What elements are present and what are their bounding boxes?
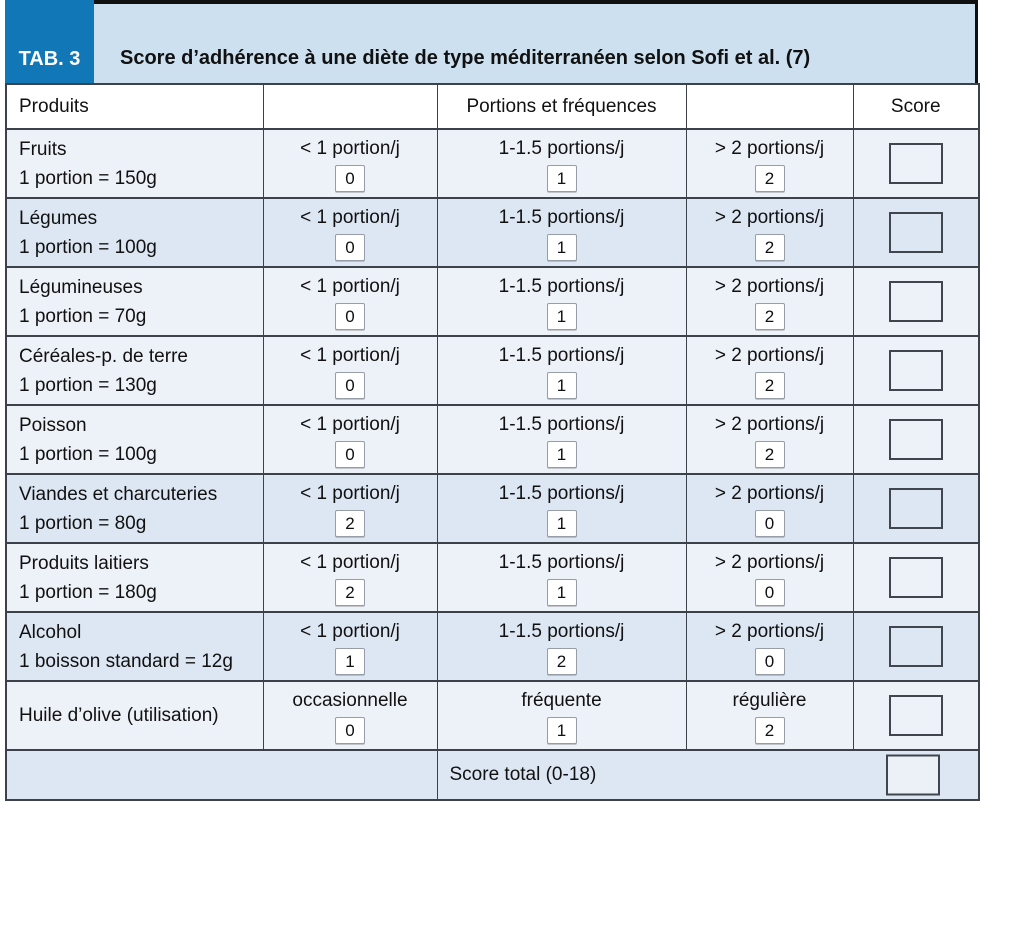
score-cell: [853, 267, 979, 336]
points-value-box: 2: [755, 234, 785, 261]
frequency-label: > 2 portions/j: [714, 344, 825, 366]
column-header-portions: Portions et fréquences: [437, 84, 686, 129]
frequency-option-cell: [686, 474, 853, 543]
frequency-label: 1-1.5 portions/j: [498, 275, 625, 297]
frequency-label: > 2 portions/j: [714, 620, 825, 642]
score-input-box: [889, 281, 943, 322]
points-value-box: 0: [335, 441, 365, 468]
frequency-option-cell: [686, 129, 853, 198]
product-portion-size: 1 portion = 70g: [19, 305, 147, 327]
points-value-box: 2: [755, 717, 785, 744]
total-score-input-box: [886, 755, 940, 796]
score-cell: [853, 129, 979, 198]
frequency-label: 1-1.5 portions/j: [498, 413, 625, 435]
product-name: Fruits: [19, 138, 67, 160]
points-value-box: 0: [755, 648, 785, 675]
frequency-option-cell: [686, 543, 853, 612]
frequency-label: occasionnelle: [292, 689, 408, 711]
frequency-label: > 2 portions/j: [714, 413, 825, 435]
frequency-label: < 1 portion/j: [300, 551, 400, 573]
frequency-label: > 2 portions/j: [714, 482, 825, 504]
product-portion-size: 1 portion = 100g: [19, 443, 157, 465]
product-cell: [6, 267, 263, 336]
frequency-option-cell: [263, 612, 437, 681]
frequency-label: < 1 portion/j: [300, 275, 400, 297]
score-cell: [853, 474, 979, 543]
table-column-header-row: [6, 84, 979, 129]
points-value-box: 0: [335, 303, 365, 330]
frequency-label: > 2 portions/j: [714, 137, 825, 159]
frequency-option-cell: [437, 681, 686, 750]
points-value-box: 0: [755, 510, 785, 537]
points-value-box: 0: [335, 234, 365, 261]
frequency-label: < 1 portion/j: [300, 413, 400, 435]
table-row: [6, 267, 979, 336]
product-portion-size: 1 portion = 180g: [19, 581, 157, 603]
table-row: [6, 474, 979, 543]
points-value-box: 0: [335, 165, 365, 192]
table-row: [6, 405, 979, 474]
frequency-label: 1-1.5 portions/j: [498, 344, 625, 366]
points-value-box: 0: [335, 372, 365, 399]
frequency-option-cell: [686, 681, 853, 750]
product-name: Céréales-p. de terre: [19, 345, 188, 367]
score-cell: [853, 336, 979, 405]
points-value-box: 1: [547, 441, 577, 468]
points-value-box: 0: [335, 717, 365, 744]
product-portion-size: 1 portion = 80g: [19, 512, 147, 534]
frequency-label: > 2 portions/j: [714, 551, 825, 573]
band-right-border: [975, 0, 978, 83]
product-portion-size: 1 portion = 150g: [19, 167, 157, 189]
points-value-box: 2: [755, 441, 785, 468]
product-cell: [6, 405, 263, 474]
frequency-label: 1-1.5 portions/j: [498, 551, 625, 573]
frequency-label: 1-1.5 portions/j: [498, 137, 625, 159]
column-header-empty: [263, 84, 437, 129]
table-number-tab: TAB. 3: [5, 0, 94, 83]
score-input-box: [889, 626, 943, 667]
score-input-box: [889, 212, 943, 253]
table-row: [6, 336, 979, 405]
column-header-score: Score: [853, 84, 979, 129]
product-name: Légumineuses: [19, 276, 143, 298]
score-input-box: [889, 350, 943, 391]
score-input-box: [889, 695, 943, 736]
frequency-option-cell: [437, 474, 686, 543]
table-row: [6, 681, 979, 750]
frequency-label: 1-1.5 portions/j: [498, 620, 625, 642]
points-value-box: 2: [755, 303, 785, 330]
table-row: [6, 198, 979, 267]
frequency-label: < 1 portion/j: [300, 482, 400, 504]
column-header-products: Produits: [6, 84, 263, 129]
score-cell: [853, 543, 979, 612]
product-portion-size: 1 portion = 130g: [19, 374, 157, 396]
points-value-box: 2: [335, 510, 365, 537]
product-cell: [6, 543, 263, 612]
table-row: [6, 129, 979, 198]
frequency-option-cell: [686, 612, 853, 681]
product-cell: [6, 198, 263, 267]
points-value-box: 2: [755, 372, 785, 399]
product-name: Huile d’olive (utilisation): [19, 705, 219, 726]
frequency-label: > 2 portions/j: [714, 275, 825, 297]
frequency-option-cell: [686, 267, 853, 336]
score-total-row: [6, 750, 979, 800]
product-name: Viandes et charcuteries: [19, 483, 218, 505]
frequency-label: < 1 portion/j: [300, 137, 400, 159]
frequency-label: > 2 portions/j: [714, 206, 825, 228]
frequency-option-cell: [263, 129, 437, 198]
points-value-box: 1: [547, 165, 577, 192]
product-name: Poisson: [19, 414, 87, 436]
product-name: Légumes: [19, 207, 98, 229]
frequency-option-cell: [263, 198, 437, 267]
top-rule-line: [94, 0, 978, 4]
score-input-box: [889, 488, 943, 529]
frequency-option-cell: [263, 267, 437, 336]
frequency-label: 1-1.5 portions/j: [498, 206, 625, 228]
product-name: Alcohol: [19, 621, 82, 643]
frequency-option-cell: [437, 336, 686, 405]
frequency-label: régulière: [732, 689, 807, 711]
product-cell: [6, 474, 263, 543]
product-cell: [6, 612, 263, 681]
frequency-label: < 1 portion/j: [300, 344, 400, 366]
product-cell: [6, 681, 263, 750]
product-name: Produits laitiers: [19, 552, 149, 574]
points-value-box: 1: [547, 510, 577, 537]
points-value-box: 1: [547, 234, 577, 261]
total-row-empty-cell: [6, 750, 437, 800]
frequency-option-cell: [263, 543, 437, 612]
frequency-option-cell: [437, 405, 686, 474]
points-value-box: 1: [335, 648, 365, 675]
frequency-option-cell: [263, 681, 437, 750]
score-cell: [853, 198, 979, 267]
points-value-box: 1: [547, 303, 577, 330]
frequency-option-cell: [263, 405, 437, 474]
score-input-box: [889, 419, 943, 460]
frequency-option-cell: [263, 474, 437, 543]
score-input-box: [889, 557, 943, 598]
frequency-option-cell: [686, 336, 853, 405]
frequency-label: < 1 portion/j: [300, 206, 400, 228]
frequency-option-cell: [437, 267, 686, 336]
frequency-option-cell: [686, 405, 853, 474]
product-portion-size: 1 boisson standard = 12g: [19, 650, 233, 672]
product-cell: [6, 336, 263, 405]
frequency-option-cell: [437, 543, 686, 612]
points-value-box: 1: [547, 717, 577, 744]
frequency-option-cell: [437, 129, 686, 198]
frequency-option-cell: [437, 198, 686, 267]
frequency-label: fréquente: [521, 689, 602, 711]
frequency-option-cell: [686, 198, 853, 267]
frequency-option-cell: [263, 336, 437, 405]
adherence-score-table: [5, 83, 980, 801]
score-total-label: Score total (0-18): [449, 764, 597, 785]
points-value-box: 2: [335, 579, 365, 606]
points-value-box: 0: [755, 579, 785, 606]
column-header-empty: [686, 84, 853, 129]
table-title: Score d’adhérence à une diète de type méditerranéen selon Sofi et al. (7): [120, 47, 811, 69]
points-value-box: 1: [547, 372, 577, 399]
score-input-box: [889, 143, 943, 184]
points-value-box: 2: [547, 648, 577, 675]
points-value-box: 1: [547, 579, 577, 606]
table-header-band: [5, 0, 978, 83]
total-row-label-cell: [437, 750, 979, 800]
product-cell: [6, 129, 263, 198]
frequency-label: 1-1.5 portions/j: [498, 482, 625, 504]
score-cell: [853, 612, 979, 681]
frequency-label: < 1 portion/j: [300, 620, 400, 642]
frequency-option-cell: [437, 612, 686, 681]
product-portion-size: 1 portion = 100g: [19, 236, 157, 258]
table-row: [6, 612, 979, 681]
points-value-box: 2: [755, 165, 785, 192]
table-row: [6, 543, 979, 612]
score-cell: [853, 405, 979, 474]
score-cell: [853, 681, 979, 750]
